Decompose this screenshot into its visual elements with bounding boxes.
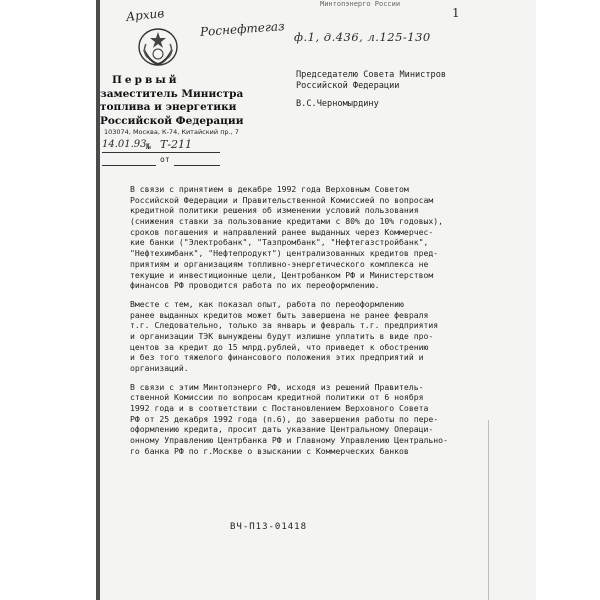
body-line: кредитной политики решения об изменении условий пользования [130, 205, 419, 216]
body-line: ственной Комиссии по вопросам кредитной политики от 6 ноября [130, 392, 424, 403]
body-line: В связи с этим Минтопэнерго РФ, исходя из решений Правитель- [130, 381, 424, 392]
body-line: (снижения ставки за пользование кредитами с 80% до 10% годовых), [130, 216, 444, 227]
body-line: Вместе с тем, как показал опыт, работа по переоформлению [130, 298, 404, 309]
reference-note: ф.1, д.436, л.125-130 [294, 30, 431, 44]
date-underline [102, 152, 220, 153]
body-line: финансов РФ проводится работа по их переоформлению. [130, 280, 380, 291]
letterhead-line: Российской Федерации [100, 114, 244, 127]
ot-label: от [160, 155, 170, 164]
ministry-letterhead [100, 74, 250, 128]
body-line: текущие и инвестиционные цели, Центробанком РФ и Министерством [130, 269, 434, 280]
body-line: сроков погашения и направлений ранее выданных через Коммерчес- [130, 226, 434, 237]
body-line: центов за кредит до 15 млрд.рублей, что приведет к обострению [130, 341, 429, 352]
recipient-name: В.С.Черномырдину [296, 99, 379, 109]
ot-underline-right [174, 165, 220, 166]
body-line: организаций. [130, 363, 189, 373]
letterhead-line: заместитель Министра [100, 87, 244, 100]
body-line: В связи с принятием в декабре 1992 года Верховным Советом [130, 184, 409, 194]
body-line: 1992 года и в соответствии с Постановлением Верховного Совета [130, 403, 429, 414]
top-stamp: Минтопэнерго России [320, 0, 401, 8]
letter-body [130, 184, 484, 457]
paper-crease [488, 420, 489, 600]
body-line: т.г. Следовательно, только за январь и февраль т.г. предприятия [130, 320, 439, 331]
recipient-block [296, 70, 496, 110]
body-line: "Нефтехимбанк", "Нефтепродукт") централизованных кредитов пред- [130, 248, 439, 259]
emblem-icon [136, 24, 180, 68]
recipient-line: Российской Федерации [296, 81, 400, 91]
paragraph-gap [130, 374, 484, 382]
body-line: оформлению кредита, просит дать указание Центральному Операци- [130, 424, 434, 435]
letterhead-line: топлива и энергетики [100, 101, 237, 113]
body-line: кие банки ("Электробанк", "Тазпромбанк", "Нефтегазстройбанк", [130, 237, 429, 248]
footer-code: ВЧ-П13-01418 [230, 522, 308, 532]
number-label: № [146, 142, 151, 151]
date-number-line [102, 138, 252, 164]
body-line: ранее выданных кредитов может быть завершена не ранее февраля [130, 309, 429, 320]
body-line: онному Управлению Центрбанка РФ и Главному Управлению Центрально- [130, 435, 448, 446]
body-line: Российской Федерации и Правительственной Комиссией по вопросам [130, 194, 434, 205]
body-line: и без того тяжелого финансового положения этих предприятий и [130, 352, 424, 363]
body-line: и организации ТЭК вынуждены будут излишне уплатить в виде про- [130, 330, 434, 341]
doc-date: 14.01.93 [102, 139, 147, 150]
recipient-line: Председателю Совета Министров [296, 70, 447, 80]
ministry-address: 103074, Москва, К-74, Китайский пр., 7 [104, 128, 239, 136]
paragraph-gap [130, 291, 484, 299]
body-line: го банка РФ по г.Москве о взыскании с Коммерческих банков [130, 445, 409, 456]
body-line: РФ от 25 декабря 1992 года (п.6), до завершения работы по пере- [130, 413, 439, 424]
archive-note: Архив [125, 6, 165, 24]
doc-number: Т-211 [160, 138, 193, 151]
org-note: Роснефтегаз [199, 19, 286, 39]
page-number: 1 [452, 6, 460, 20]
body-line: приятиям и организациям топливно-энергетического комплекса не [130, 258, 429, 269]
ot-underline-left [102, 165, 156, 166]
letterhead-line: Первый [112, 74, 180, 86]
